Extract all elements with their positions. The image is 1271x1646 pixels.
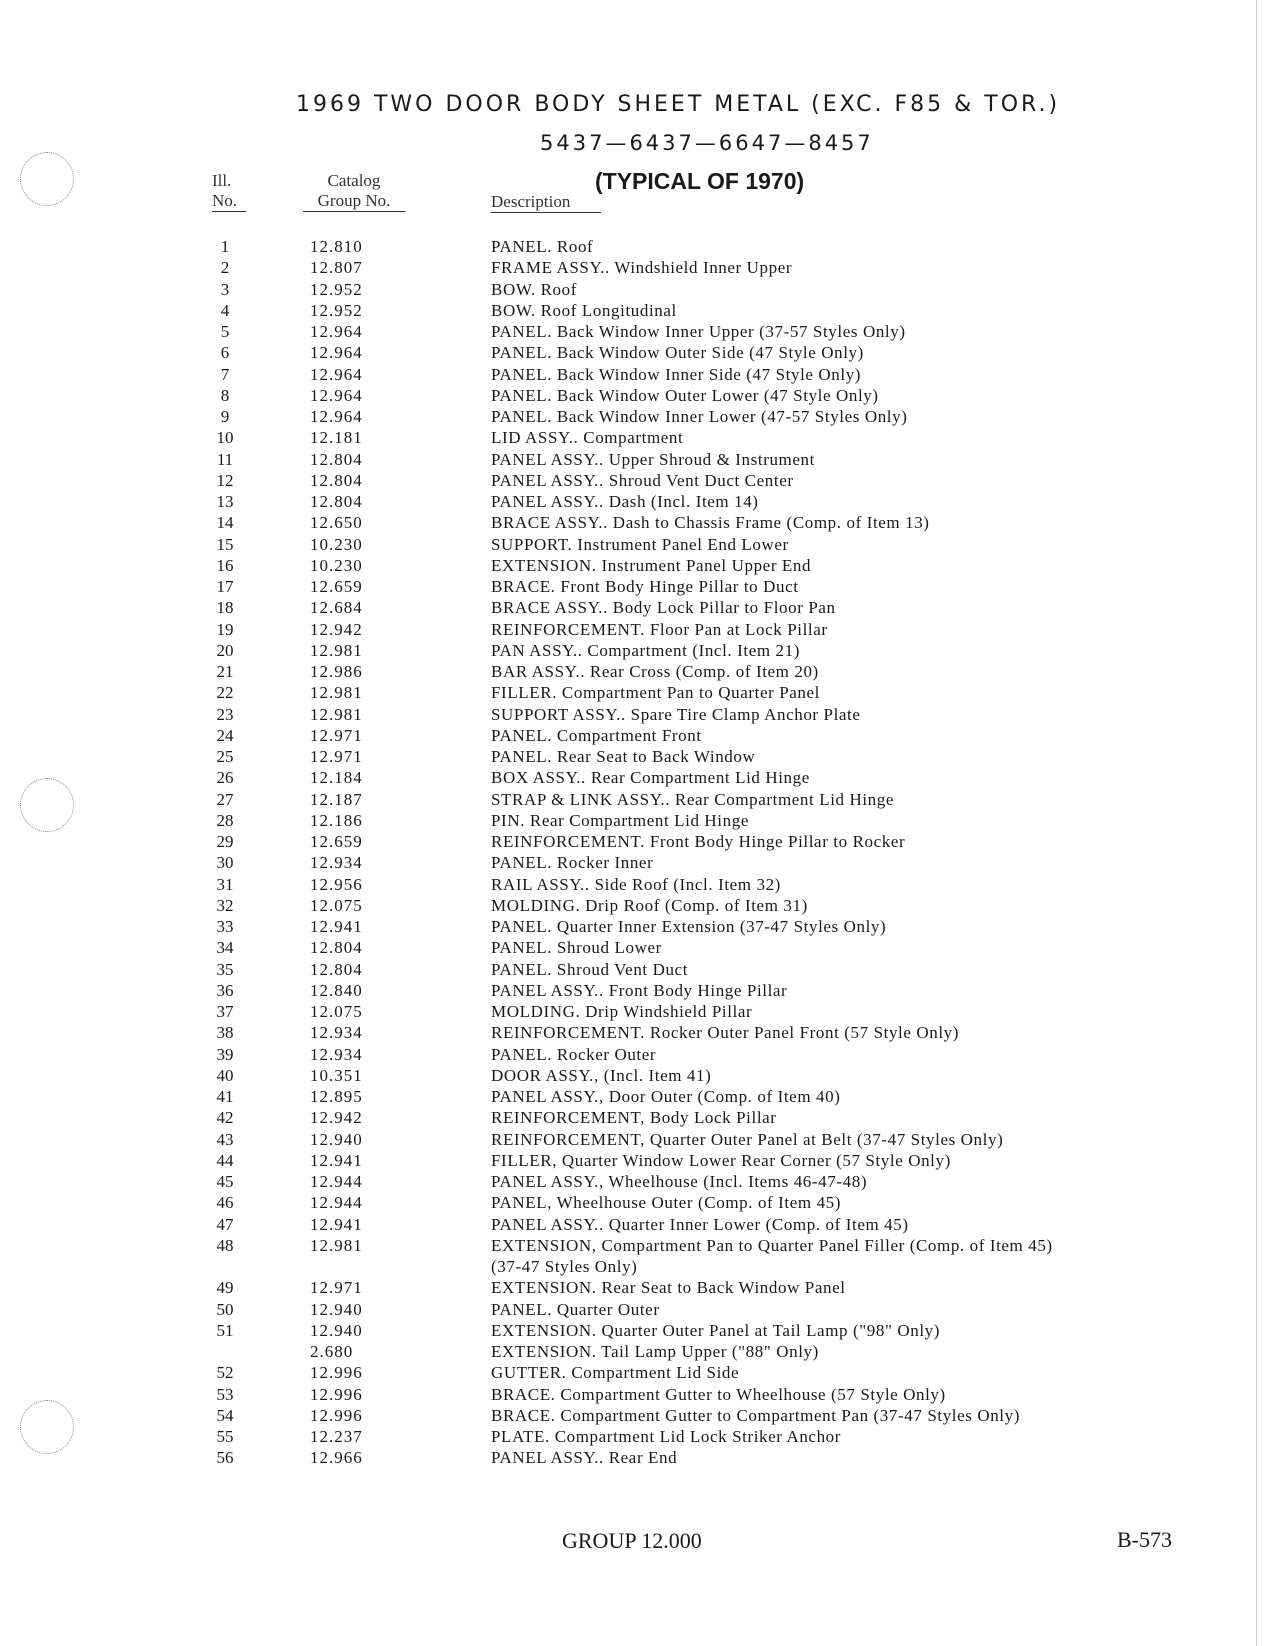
table-row <box>0 492 1271 513</box>
part-description: PANEL. Rocker Outer <box>491 1044 657 1064</box>
part-description: PIN. Rear Compartment Lid Hinge <box>491 810 749 830</box>
ill-number: 24 <box>216 725 234 745</box>
table-row <box>0 428 1271 449</box>
part-description: PANEL ASSY.. Quarter Inner Lower (Comp. of Item 45) <box>491 1214 909 1234</box>
ill-number: 5 <box>220 322 230 341</box>
catalog-group-number: 12.684 <box>310 598 363 618</box>
catalog-group-number: 12.934 <box>310 1044 363 1064</box>
footer-page-number: B-573 <box>1117 1527 1172 1552</box>
table-row <box>0 853 1271 874</box>
table-row <box>0 237 1271 258</box>
table-row <box>0 1257 1271 1278</box>
table-row <box>0 343 1271 364</box>
part-description: EXTENSION. Rear Seat to Back Window Panel <box>491 1278 846 1298</box>
part-description: PANEL. Roof <box>491 237 594 256</box>
part-description: PANEL. Rear Seat to Back Window <box>491 747 756 766</box>
part-description: PANEL ASSY.. Front Body Hinge Pillar <box>491 980 788 1000</box>
table-row <box>0 1023 1271 1044</box>
ill-number: 52 <box>216 1363 234 1383</box>
table-row <box>0 322 1271 343</box>
catalog-group-number: 10.230 <box>310 555 363 575</box>
part-description: PANEL ASSY.. Shroud Vent Duct Center <box>491 470 794 490</box>
ill-number: 45 <box>216 1172 234 1191</box>
table-row <box>0 768 1271 789</box>
part-description: REINFORCEMENT. Floor Pan at Lock Pillar <box>491 619 828 639</box>
table-row <box>0 896 1271 917</box>
table-row <box>0 811 1271 832</box>
catalog-group-number: 12.940 <box>310 1320 363 1340</box>
part-description: PLATE. Compartment Lid Lock Striker Anchor <box>491 1427 842 1446</box>
catalog-group-number: 12.804 <box>310 492 363 511</box>
catalog-group-number: 12.971 <box>310 725 363 745</box>
catalog-group-number: 12.981 <box>310 704 363 724</box>
table-row <box>0 301 1271 322</box>
catalog-group-number: 12.804 <box>310 959 363 979</box>
ill-number: 25 <box>216 747 234 766</box>
ill-number: 26 <box>216 768 234 788</box>
table-row <box>0 832 1271 853</box>
part-description: FRAME ASSY.. Windshield Inner Upper <box>491 258 793 278</box>
table-row <box>0 1427 1271 1448</box>
ill-number: 8 <box>220 385 230 405</box>
table-row <box>0 938 1271 959</box>
part-description: EXTENSION. Instrument Panel Upper End <box>491 555 812 575</box>
catalog-group-number: 12.944 <box>310 1193 363 1213</box>
catalog-group-number: 12.966 <box>310 1448 363 1468</box>
part-description: (37-47 Styles Only) <box>491 1257 638 1276</box>
table-row <box>0 1406 1271 1427</box>
catalog-group-number: 12.944 <box>310 1172 363 1191</box>
part-description: RAIL ASSY.. Side Roof (Incl. Item 32) <box>491 874 781 894</box>
table-row <box>0 1448 1271 1469</box>
ill-number: 22 <box>216 683 234 703</box>
catalog-group-number: 12.996 <box>310 1384 363 1404</box>
table-row <box>0 1342 1271 1363</box>
part-description: STRAP & LINK ASSY.. Rear Compartment Lid Hinge <box>491 789 895 809</box>
table-row <box>0 1215 1271 1236</box>
ill-number: 12 <box>216 470 234 490</box>
catalog-group-number: 12.956 <box>310 874 363 894</box>
part-description: PANEL. Back Window Inner Lower (47-57 Styles Only) <box>491 407 908 426</box>
ill-number: 28 <box>216 810 234 830</box>
table-row <box>0 620 1271 641</box>
table-row <box>0 1300 1271 1321</box>
part-description: GUTTER. Compartment Lid Side <box>491 1363 740 1383</box>
ill-number: 51 <box>216 1320 234 1340</box>
ill-number: 11 <box>216 449 234 469</box>
part-description: REINFORCEMENT, Body Lock Pillar <box>491 1108 777 1128</box>
ill-number: 36 <box>216 980 234 1000</box>
catalog-group-number: 12.804 <box>310 470 363 490</box>
ill-number: 37 <box>216 1002 234 1021</box>
column-header-description: Description <box>491 192 601 213</box>
part-description: PANEL ASSY.. Upper Shroud & Instrument <box>491 449 815 469</box>
table-row <box>0 1087 1271 1108</box>
catalog-group-number: 12.659 <box>310 577 363 596</box>
part-description: BRACE. Compartment Gutter to Compartment Pan (37-47 Styles Only) <box>491 1405 1020 1425</box>
table-row <box>0 960 1271 981</box>
ill-number: 30 <box>216 853 234 873</box>
part-description: BOX ASSY.. Rear Compartment Lid Hinge <box>491 768 810 788</box>
catalog-group-number: 12.941 <box>310 917 363 936</box>
ill-number: 39 <box>216 1044 234 1064</box>
part-description: MOLDING. Drip Roof (Comp. of Item 31) <box>491 895 808 915</box>
ill-number: 23 <box>216 704 234 724</box>
ill-number: 42 <box>216 1108 234 1128</box>
ill-number: 7 <box>220 364 230 384</box>
table-row <box>0 258 1271 279</box>
catalog-group-number: 12.941 <box>310 1150 363 1170</box>
catalog-group-number: 12.964 <box>310 385 363 405</box>
part-description: EXTENSION, Compartment Pan to Quarter Panel Filler (Comp. of Item 45) <box>491 1235 1053 1255</box>
catalog-group-number: 12.186 <box>310 810 363 830</box>
ill-number: 53 <box>216 1384 234 1404</box>
table-row <box>0 1385 1271 1406</box>
catalog-group-number: 12.181 <box>310 428 363 448</box>
part-description: EXTENSION. Quarter Outer Panel at Tail Lamp ("98" Only) <box>491 1320 941 1340</box>
part-description: FILLER, Quarter Window Lower Rear Corner (57 Style Only) <box>491 1150 951 1170</box>
part-description: REINFORCEMENT. Front Body Hinge Pillar to Rocker <box>491 832 906 851</box>
ill-number: 56 <box>216 1448 234 1468</box>
column-header-catalog-group: Catalog Group No. <box>303 171 405 212</box>
table-row <box>0 641 1271 662</box>
table-row <box>0 386 1271 407</box>
catalog-group-number: 12.941 <box>310 1214 363 1234</box>
ill-number: 46 <box>216 1193 234 1213</box>
ill-number: 19 <box>216 619 234 639</box>
footer-group-number: GROUP 12.000 <box>562 1528 702 1553</box>
ill-number: 38 <box>216 1023 234 1043</box>
part-description: PANEL. Quarter Outer <box>491 1299 660 1319</box>
part-description: PANEL. Rocker Inner <box>491 853 654 873</box>
part-description: PANEL. Back Window Outer Side (47 Style Only) <box>491 343 864 363</box>
table-row <box>0 1363 1271 1384</box>
ill-number: 55 <box>216 1427 234 1446</box>
catalog-group-number: 12.981 <box>310 640 363 660</box>
table-row <box>0 556 1271 577</box>
ill-number: 48 <box>216 1235 234 1255</box>
table-row <box>0 726 1271 747</box>
ill-number: 1 <box>220 237 230 256</box>
ill-number: 31 <box>216 874 234 894</box>
table-row <box>0 1130 1271 1151</box>
catalog-group-number: 12.952 <box>310 300 363 320</box>
ill-number: 43 <box>216 1129 234 1149</box>
table-row <box>0 1108 1271 1129</box>
catalog-group-number: 12.184 <box>310 768 363 788</box>
table-row <box>0 875 1271 896</box>
part-description: SUPPORT. Instrument Panel End Lower <box>491 534 789 554</box>
table-row <box>0 683 1271 704</box>
table-row <box>0 1278 1271 1299</box>
ill-number: 3 <box>220 279 230 299</box>
table-row <box>0 280 1271 301</box>
catalog-group-number: 12.237 <box>310 1427 363 1446</box>
part-description: FILLER. Compartment Pan to Quarter Panel <box>491 683 820 703</box>
table-row <box>0 1193 1271 1214</box>
catalog-group-number: 12.075 <box>310 895 363 915</box>
ill-number: 40 <box>216 1065 234 1085</box>
table-row <box>0 513 1271 534</box>
catalog-group-number: 12.940 <box>310 1299 363 1319</box>
catalog-group-number: 12.895 <box>310 1087 363 1106</box>
table-row <box>0 1321 1271 1342</box>
table-row <box>0 365 1271 386</box>
table-row <box>0 471 1271 492</box>
ill-number: 16 <box>216 555 234 575</box>
catalog-group-number: 10.351 <box>310 1065 363 1085</box>
table-row <box>0 981 1271 1002</box>
catalog-group-number: 12.971 <box>310 747 363 766</box>
part-description: MOLDING. Drip Windshield Pillar <box>491 1002 753 1021</box>
part-description: BOW. Roof <box>491 279 578 299</box>
table-row <box>0 705 1271 726</box>
catalog-group-number: 12.981 <box>310 683 363 703</box>
ill-number: 33 <box>216 917 234 936</box>
ill-number: 17 <box>216 577 234 596</box>
catalog-group-number: 12.075 <box>310 1002 363 1021</box>
ill-number: 2 <box>220 258 230 278</box>
table-row <box>0 747 1271 768</box>
catalog-group-number: 12.952 <box>310 279 363 299</box>
table-row <box>0 598 1271 619</box>
table-row <box>0 577 1271 598</box>
catalog-group-number: 12.996 <box>310 1405 363 1425</box>
catalog-group-number: 12.810 <box>310 237 363 256</box>
ill-number: 41 <box>216 1087 234 1106</box>
ill-number: 20 <box>216 640 234 660</box>
ill-number: 49 <box>216 1278 234 1298</box>
part-description: LID ASSY.. Compartment <box>491 428 684 448</box>
catalog-group-number: 12.934 <box>310 853 363 873</box>
part-description: PANEL. Back Window Inner Upper (37-57 Styles Only) <box>491 322 906 341</box>
catalog-group-number: 12.840 <box>310 980 363 1000</box>
catalog-group-number: 12.986 <box>310 662 363 681</box>
ill-number: 32 <box>216 895 234 915</box>
catalog-group-number: 12.981 <box>310 1235 363 1255</box>
catalog-group-number: 12.940 <box>310 1129 363 1149</box>
table-row <box>0 1236 1271 1257</box>
ill-number: 6 <box>220 343 230 363</box>
part-description: PANEL ASSY.. Rear End <box>491 1448 678 1468</box>
catalog-group-number: 12.659 <box>310 832 363 851</box>
ill-number: 50 <box>216 1299 234 1319</box>
part-description: SUPPORT ASSY.. Spare Tire Clamp Anchor Plate <box>491 704 861 724</box>
part-description: PANEL. Shroud Lower <box>491 938 662 958</box>
catalog-group-number: 10.230 <box>310 534 363 554</box>
part-description: PANEL ASSY., Door Outer (Comp. of Item 40) <box>491 1087 841 1106</box>
ill-number: 44 <box>216 1150 234 1170</box>
table-row <box>0 1002 1271 1023</box>
binder-hole-top <box>20 152 74 206</box>
parts-list <box>0 237 1271 1470</box>
part-description: PANEL. Back Window Outer Lower (47 Style Only) <box>491 385 879 405</box>
catalog-group-number: 12.964 <box>310 364 363 384</box>
table-row <box>0 1151 1271 1172</box>
table-row <box>0 1066 1271 1087</box>
part-description: PANEL. Shroud Vent Duct <box>491 959 689 979</box>
part-description: DOOR ASSY., (Incl. Item 41) <box>491 1065 712 1085</box>
ill-number: 18 <box>216 598 234 618</box>
part-description: PANEL ASSY.. Dash (Incl. Item 14) <box>491 492 759 511</box>
table-row <box>0 662 1271 683</box>
column-header-ill-no: Ill. No. <box>212 171 246 212</box>
ill-number: 9 <box>220 407 230 426</box>
ill-number: 4 <box>220 300 230 320</box>
part-description: REINFORCEMENT, Quarter Outer Panel at Belt (37-47 Styles Only) <box>491 1129 1004 1149</box>
ill-number: 21 <box>216 662 234 681</box>
part-description: BOW. Roof Longitudinal <box>491 300 677 320</box>
part-description: BRACE ASSY.. Body Lock Pillar to Floor Pan <box>491 598 836 618</box>
ill-number: 35 <box>216 959 234 979</box>
table-row <box>0 790 1271 811</box>
model-numbers: 5437—6437—6647—8457 <box>540 131 874 155</box>
part-description: PANEL ASSY., Wheelhouse (Incl. Items 46-47-48) <box>491 1172 868 1191</box>
ill-number: 10 <box>216 428 234 448</box>
table-row <box>0 1045 1271 1066</box>
typical-note: (TYPICAL OF 1970) <box>595 168 805 194</box>
catalog-group-number: 12.971 <box>310 1278 363 1298</box>
table-row <box>0 535 1271 556</box>
ill-number: 29 <box>216 832 234 851</box>
ill-number: 15 <box>216 534 234 554</box>
part-description: BRACE ASSY.. Dash to Chassis Frame (Comp. of Item 13) <box>491 513 930 533</box>
part-description: BAR ASSY.. Rear Cross (Comp. of Item 20) <box>491 662 819 681</box>
catalog-group-number: 12.942 <box>310 619 363 639</box>
catalog-group-number: 12.964 <box>310 343 363 363</box>
catalog-group-number: 12.187 <box>310 789 363 809</box>
catalog-group-number: 12.804 <box>310 449 363 469</box>
ill-number: 27 <box>216 789 234 809</box>
catalog-group-number: 12.807 <box>310 258 363 278</box>
part-description: PANEL. Quarter Inner Extension (37-47 Styles Only) <box>491 917 887 936</box>
catalog-group-number: 12.964 <box>310 322 363 341</box>
page-title: 1969 TWO DOOR BODY SHEET METAL (EXC. F85 & TOR.) <box>296 92 1061 117</box>
ill-number: 54 <box>216 1405 234 1425</box>
part-description: EXTENSION. Tail Lamp Upper ("88" Only) <box>491 1342 819 1361</box>
table-row <box>0 407 1271 428</box>
part-description: PAN ASSY.. Compartment (Incl. Item 21) <box>491 640 800 660</box>
part-description: PANEL, Wheelhouse Outer (Comp. of Item 45) <box>491 1193 842 1213</box>
ill-number: 13 <box>216 492 234 511</box>
ill-number: 47 <box>216 1214 234 1234</box>
catalog-group-number: 12.934 <box>310 1023 363 1043</box>
part-description: REINFORCEMENT. Rocker Outer Panel Front (57 Style Only) <box>491 1023 960 1043</box>
ill-number: 14 <box>216 513 234 533</box>
catalog-group-number: 12.996 <box>310 1363 363 1383</box>
catalog-group-number: 12.942 <box>310 1108 363 1128</box>
table-row <box>0 917 1271 938</box>
part-description: BRACE. Front Body Hinge Pillar to Duct <box>491 577 799 596</box>
catalog-group-number: 12.804 <box>310 938 363 958</box>
ill-number: 34 <box>216 938 234 958</box>
part-description: BRACE. Compartment Gutter to Wheelhouse (57 Style Only) <box>491 1384 946 1404</box>
catalog-group-number: 2.680 <box>310 1342 354 1361</box>
table-row <box>0 450 1271 471</box>
catalog-group-number: 12.964 <box>310 407 363 426</box>
part-description: PANEL. Back Window Inner Side (47 Style Only) <box>491 364 862 384</box>
part-description: PANEL. Compartment Front <box>491 725 702 745</box>
catalog-group-number: 12.650 <box>310 513 363 533</box>
table-row <box>0 1172 1271 1193</box>
